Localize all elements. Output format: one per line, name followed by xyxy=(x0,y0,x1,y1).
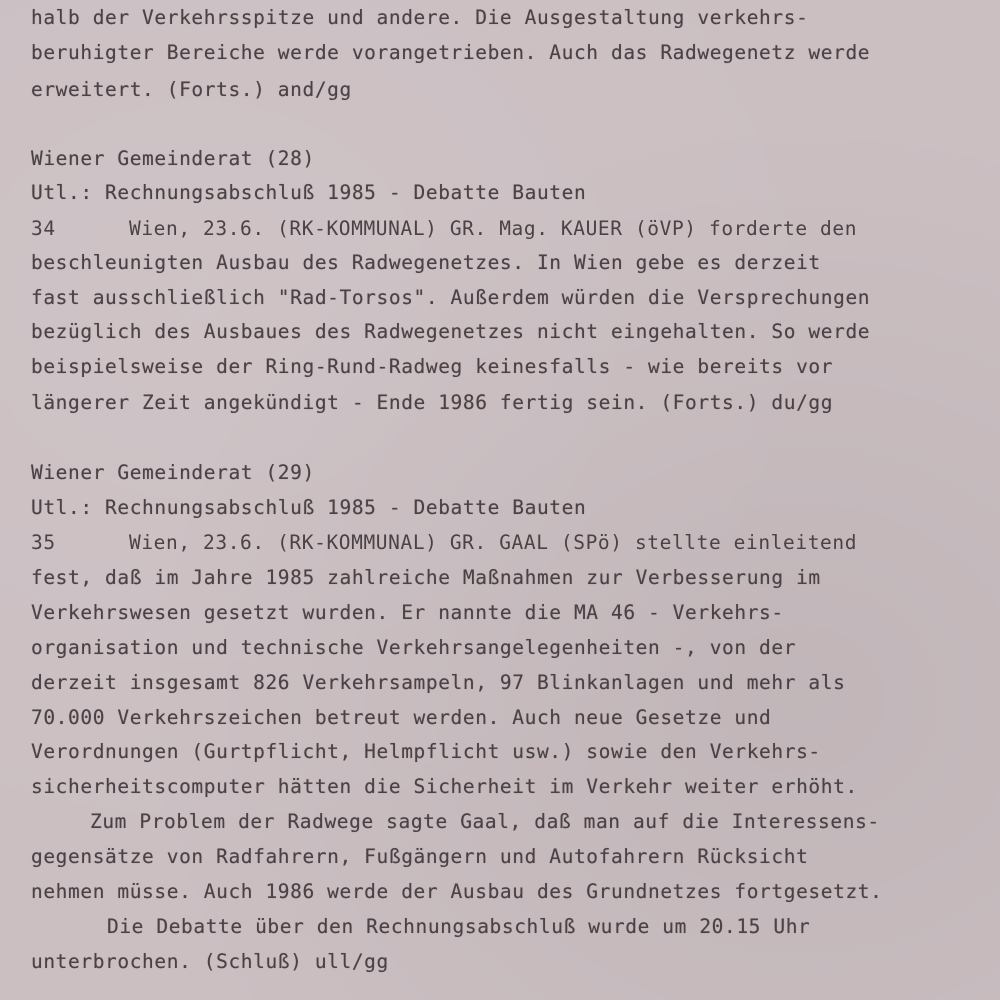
body-line: organisation und technische Verkehrsangelegenheiten -, von der xyxy=(31,636,797,659)
body-line: Verkehrswesen gesetzt wurden. Er nannte die MA 46 - Verkehrs- xyxy=(31,601,784,624)
body-line: fest, daß im Jahre 1985 zahlreiche Maßnahmen zur Verbesserung im xyxy=(31,566,821,589)
body-line: derzeit insgesamt 826 Verkehrsampeln, 97 Blinkanlagen und mehr als xyxy=(31,671,846,694)
body-line: beruhigter Bereiche werde vorangetrieben. Auch das Radwegenetz werde xyxy=(31,41,871,64)
body-line: unterbrochen. (Schluß) ull/gg xyxy=(31,950,389,973)
item-number: 34 xyxy=(31,217,56,240)
item-lead: Wien, 23.6. (RK-KOMMUNAL) GR. Mag. KAUER (öVP) forderte den xyxy=(129,217,858,240)
item-number: 35 xyxy=(31,531,56,554)
body-line: gegensätze von Radfahrern, Fußgängern und Autofahrern Rücksicht xyxy=(31,845,809,868)
item-heading: Wiener Gemeinderat (29) xyxy=(31,461,315,484)
item-heading: Wiener Gemeinderat (28) xyxy=(31,147,315,170)
body-line: fast ausschließlich "Rad-Torsos". Außerdem würden die Versprechungen xyxy=(31,286,871,309)
body-line: 70.000 Verkehrszeichen betreut werden. Auch neue Gesetze und xyxy=(31,706,772,729)
body-line: Verordnungen (Gurtpflicht, Helmpflicht usw.) sowie den Verkehrs- xyxy=(31,740,821,763)
body-line: Zum Problem der Radwege sagte Gaal, daß man auf die Interessens- xyxy=(90,810,880,833)
item-subtitle: Utl.: Rechnungsabschluß 1985 - Debatte Bauten xyxy=(31,181,587,204)
body-line: erweitert. (Forts.) and/gg xyxy=(31,78,352,101)
body-line: nehmen müsse. Auch 1986 werde der Ausbau des Grundnetzes fortgesetzt. xyxy=(31,880,883,903)
body-line: Die Debatte über den Rechnungsabschluß wurde um 20.15 Uhr xyxy=(107,915,811,938)
body-line: sicherheitscomputer hätten die Sicherheit im Verkehr weiter erhöht. xyxy=(31,775,858,798)
item-lead: Wien, 23.6. (RK-KOMMUNAL) GR. GAAL (SPö) stellte einleitend xyxy=(129,531,858,554)
body-line: beispielsweise der Ring-Rund-Radweg keinesfalls - wie bereits vor xyxy=(31,355,834,378)
item-subtitle: Utl.: Rechnungsabschluß 1985 - Debatte Bauten xyxy=(31,496,587,519)
body-line: bezüglich des Ausbaues des Radwegenetzes nicht eingehalten. So werde xyxy=(31,320,871,343)
body-line: halb der Verkehrsspitze und andere. Die Ausgestaltung verkehrs- xyxy=(31,6,809,29)
body-line: längerer Zeit angekündigt - Ende 1986 fertig sein. (Forts.) du/gg xyxy=(31,391,834,414)
body-line: beschleunigten Ausbau des Radwegenetzes. In Wien gebe es derzeit xyxy=(31,251,821,274)
